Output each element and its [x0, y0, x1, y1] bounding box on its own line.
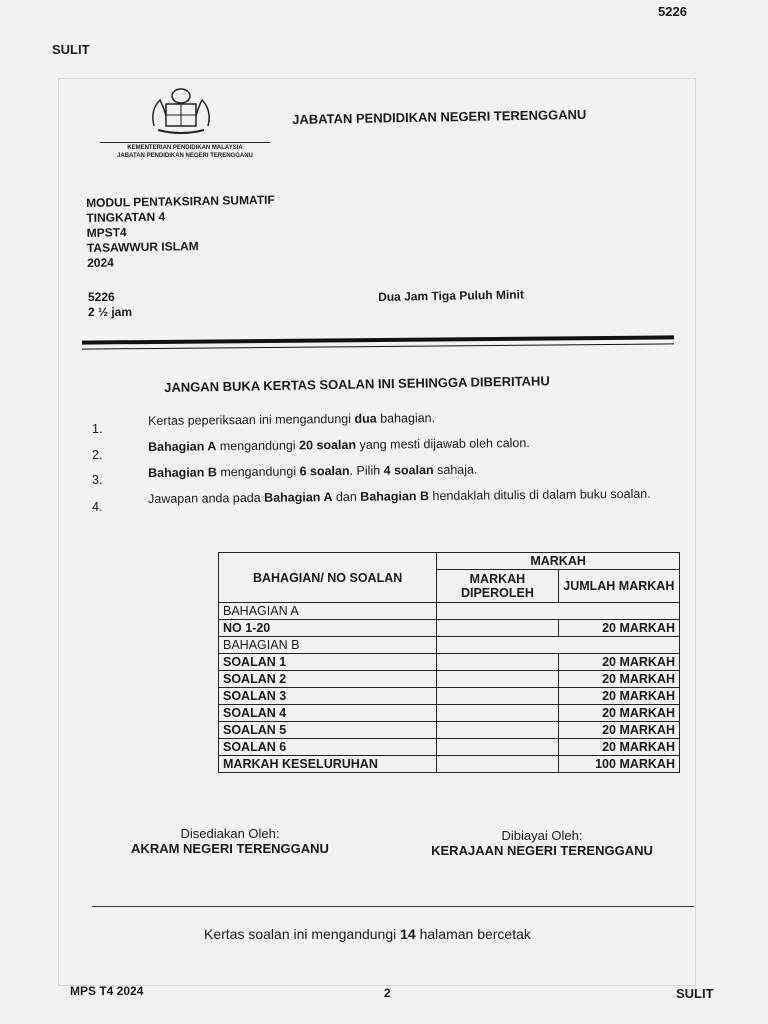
instruction-bold: dua: [354, 411, 377, 426]
row-score: [437, 671, 558, 688]
row-label: BAHAGIAN A: [219, 603, 437, 620]
instruction-bold: Bahagian A: [264, 490, 333, 505]
row-total: 20 MARKAH: [558, 688, 679, 705]
instruction-number: 4.: [92, 500, 103, 514]
table-row: [219, 688, 680, 705]
row-score: [437, 739, 558, 756]
module-details: [86, 193, 276, 271]
funded-by: KERAJAAN NEGERI TERENGGANU: [431, 843, 653, 858]
table-row: [219, 722, 680, 739]
page-number: 2: [384, 986, 391, 1000]
row-total: 100 MARKAH: [558, 756, 679, 773]
duration-short: 2 ½ jam: [88, 305, 133, 319]
instruction-text: bahagian.: [376, 410, 436, 426]
row-label: SOALAN 4: [219, 705, 437, 722]
crest-caption: [100, 142, 270, 160]
row-total: 20 MARKAH: [558, 722, 679, 739]
prepared-label: Disediakan Oleh:: [180, 826, 280, 841]
instruction-text: mengandungi: [216, 438, 300, 454]
table-row: [219, 620, 680, 637]
marks-table: [218, 552, 680, 773]
header-section: BAHAGIAN/ NO SOALAN: [219, 553, 437, 603]
crest-caption-department: JABATAN PENDIDIKAN NEGERI TERENGGANU: [117, 153, 253, 159]
row-label: SOALAN 3: [219, 688, 437, 705]
row-score: [437, 688, 558, 705]
instruction-text: Kertas peperiksaan ini mengandungi: [148, 411, 355, 428]
sulit-label-bottom: SULIT: [676, 986, 714, 1001]
row-label: SOALAN 5: [219, 722, 437, 739]
instruction-text: mengandungi: [216, 464, 300, 480]
header-jumlah: JUMLAH MARKAH: [558, 570, 679, 603]
row-label: SOALAN 6: [219, 739, 437, 756]
instruction-number: 3.: [92, 473, 103, 487]
instruction-number: 1.: [92, 422, 103, 436]
instruction-bold: Bahagian B: [360, 489, 430, 504]
footer-code: MPS T4 2024: [70, 984, 144, 998]
instruction-text: dan: [332, 489, 361, 505]
subject-name: TASAWWUR ISLAM: [86, 239, 199, 255]
crest-caption-ministry: KEMENTERIAN PENDIDIKAN MALAYSIA: [127, 145, 243, 151]
header-diperoleh: MARKAH DIPEROLEH: [437, 570, 558, 603]
row-score: [437, 620, 558, 637]
instruction-bold: 20 soalan: [299, 437, 357, 453]
malaysia-crest-logo: [146, 86, 216, 138]
instruction-number: 2.: [92, 448, 103, 462]
table-row: [219, 739, 680, 756]
row-score: [437, 722, 558, 739]
pages-note: [204, 926, 531, 942]
row-total: 20 MARKAH: [558, 620, 679, 637]
row-label: SOALAN 2: [219, 671, 437, 688]
row-label: MARKAH KESELURUHAN: [219, 756, 437, 773]
header-markah: MARKAH: [437, 553, 680, 570]
module-code: MPST4: [86, 225, 127, 240]
instruction-bold: 6 soalan: [299, 463, 350, 479]
page-count: 14: [400, 926, 416, 942]
table-row: [219, 654, 680, 671]
row-score: [437, 756, 558, 773]
instruction-text: . Pilih: [349, 463, 384, 478]
duration-long: Dua Jam Tiga Puluh Minit: [378, 287, 525, 304]
prepared-by-block: [110, 826, 350, 856]
row-label: NO 1-20: [219, 620, 437, 637]
paper-code-block: [88, 290, 132, 320]
department-title: JABATAN PENDIDIKAN NEGERI TERENGGANU: [292, 106, 587, 127]
prepared-by: AKRAM NEGERI TERENGGANU: [131, 841, 329, 856]
table-row: [219, 671, 680, 688]
form-level: TINGKATAN 4: [86, 209, 166, 225]
row-total: 20 MARKAH: [558, 671, 679, 688]
instruction-text: hendaklah ditulis di dalam buku soalan.: [428, 486, 651, 504]
funded-by-block: [402, 828, 682, 858]
paper-code: 5226: [88, 290, 115, 304]
page-code: 5226: [658, 4, 687, 19]
instruction-bold: 4 soalan: [383, 463, 434, 478]
year: 2024: [87, 255, 114, 270]
footer-divider: [92, 906, 694, 907]
row-score: [437, 637, 680, 654]
row-score: [437, 705, 558, 722]
row-score: [437, 603, 680, 620]
row-label: SOALAN 1: [219, 654, 437, 671]
funded-label: Dibiayai Oleh:: [501, 828, 583, 843]
pages-note-text: halaman bercetak: [415, 926, 531, 942]
module-name: MODUL PENTAKSIRAN SUMATIF: [86, 192, 275, 210]
instruction-text: Jawapan anda pada: [148, 490, 265, 506]
pages-note-text: Kertas soalan ini mengandungi: [204, 926, 401, 942]
table-row: [219, 705, 680, 722]
instruction-bold: Bahagian B: [148, 465, 217, 480]
warning-heading: JANGAN BUKA KERTAS SOALAN INI SEHINGGA DIBERITAHU: [164, 373, 550, 395]
table-row: [219, 637, 680, 654]
sulit-label-top: SULIT: [52, 42, 90, 57]
table-row: [219, 756, 680, 773]
instruction-text: sahaja.: [433, 462, 478, 478]
row-total: 20 MARKAH: [558, 739, 679, 756]
row-total: 20 MARKAH: [558, 705, 679, 722]
instruction-text: yang mesti dijawab oleh calon.: [355, 436, 530, 452]
table-row: [219, 603, 680, 620]
row-total: 20 MARKAH: [558, 654, 679, 671]
row-score: [437, 654, 558, 671]
row-label: BAHAGIAN B: [219, 637, 437, 654]
instruction-bold: Bahagian A: [148, 439, 217, 454]
